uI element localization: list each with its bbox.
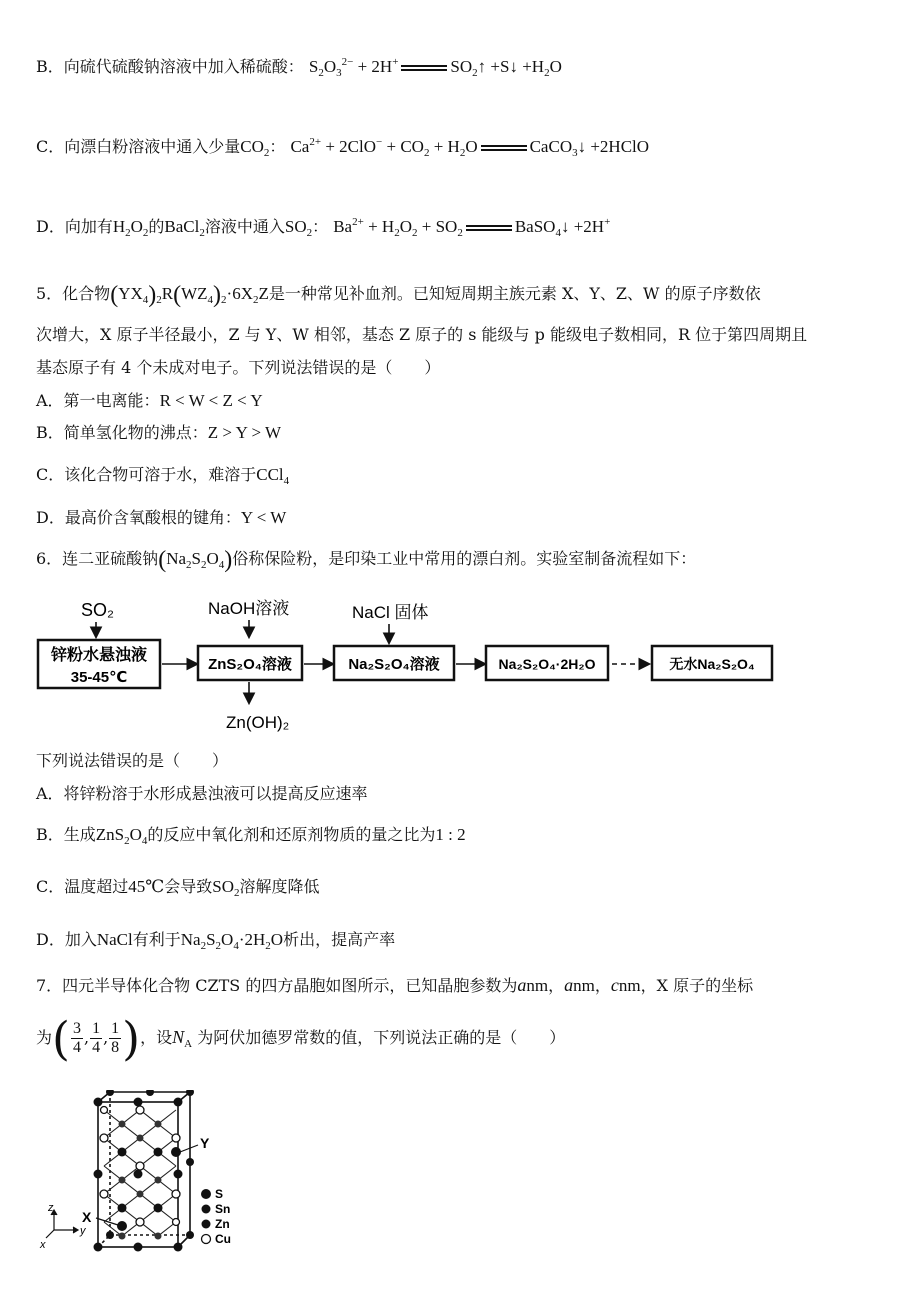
q5-option-b: B．简单氢化物的沸点：Z > Y > W xyxy=(36,423,282,442)
q4-c-equation: $Ca^{2+} + 2ClO^- + CO_2 + H_2O$ CaCO$_3$↓ +2HClO xyxy=(290,136,650,159)
svg-text:无水Na₂S₂O₄: 无水Na₂S₂O₄ xyxy=(669,656,755,672)
preparation-flowchart xyxy=(36,594,796,734)
atom-legend xyxy=(201,1187,231,1246)
svg-text:S: S xyxy=(215,1187,224,1201)
flow-naoh-label: NaOH溶液 xyxy=(208,599,290,618)
q5-stem-line3: 基态原子有 4 个未成对电子。下列说法错误的是（ ） xyxy=(36,358,441,377)
svg-text:z: z xyxy=(48,1202,54,1214)
svg-text:Na₂S₂O₄溶液: Na₂S₂O₄溶液 xyxy=(348,656,440,673)
svg-text:Cu: Cu xyxy=(215,1232,231,1246)
label-y: Y xyxy=(200,1135,210,1151)
svg-text:x: x xyxy=(40,1239,46,1251)
svg-text:ZnS₂O₄溶液: ZnS₂O₄溶液 xyxy=(208,656,292,673)
q4-option-c: C．向漂白粉溶液中通入少量$CO_2$： $Ca^{2+} + 2ClO^- + CO_2 + H_2O$ CaCO$_3$↓ +2HClO xyxy=(36,136,650,159)
q6-stem: 6．连二亚硫酸钠$(Na_2S_2O_4)$俗称保险粉，是印染工业中常用的漂白剂。实验室制备流程如下： xyxy=(36,547,697,573)
q6-option-a: A．将锌粉溶于水形成悬浊液可以提高反应速率 xyxy=(36,784,368,803)
q4-d-equation: $Ba^{2+} + H_2O_2 + SO_2$ BaSO$_4$↓ +2H+ xyxy=(333,216,611,239)
czts-unit-cell-figure xyxy=(38,1090,268,1260)
q4-option-d: D．向加有$H_2O_2$的BaCl$_2$溶液中通入$SO_2$： $Ba^{2+} + H_2O_2 + SO_2$ BaSO$_4$↓ +2H+ xyxy=(36,216,611,239)
flow-nacl-label: NaCl 固体 xyxy=(352,603,429,622)
q7-stem-line1: 7．四元半导体化合物 CZTS 的四方晶胞如图所示，已知晶胞参数为anm，anm，cnm，X 原子的坐标 xyxy=(36,975,754,995)
q4-b-equation: $S_2O_3^{2-} + 2H^+$ $SO_2↑$ +S↓ $+H_2O$ xyxy=(308,56,562,79)
label-x: X xyxy=(82,1209,92,1225)
flow-so2-label: SO₂ xyxy=(81,600,114,620)
q5-stem-line2: 次增大，X 原子半径最小，Z 与 Y、W 相邻，基态 Z 原子的 s 能级与 p 能级电子数相同，R 位于第四周期且 xyxy=(36,325,808,344)
svg-text:Na₂S₂O₄·2H₂O: Na₂S₂O₄·2H₂O xyxy=(498,656,596,672)
svg-text:Sn: Sn xyxy=(215,1202,231,1216)
q5-option-d: D．最高价含氧酸根的键角：Y < W xyxy=(36,508,287,527)
svg-text:y: y xyxy=(80,1225,86,1237)
svg-text:35-45℃: 35-45℃ xyxy=(70,669,128,686)
axes-icon xyxy=(46,1210,78,1238)
svg-text:Zn: Zn xyxy=(215,1217,230,1231)
q6-prompt: 下列说法错误的是（ ） xyxy=(36,751,229,770)
q5-option-c: C．该化合物可溶于水，难溶于CCl$_4$ xyxy=(36,465,290,487)
q6-option-b: B．生成$ZnS_2O_4$的反应中氧化剂和还原剂物质的量之比为1 : 2 xyxy=(36,825,466,847)
atom-y xyxy=(171,1147,181,1157)
q5-option-a: A．第一电离能：R < W < Z < Y xyxy=(36,391,263,410)
q4-option-b: B．向硫代硫酸钠溶液中加入稀硫酸： $S_2O_3^{2-} + 2H^+$ $SO_2↑$ +S↓ $+H_2O$ xyxy=(36,56,562,79)
svg-text:锌粉水悬浊液: 锌粉水悬浊液 xyxy=(50,647,148,664)
q6-option-d: D．加入NaCl有利于$Na_2S_2O_4\cdot 2H_2O$析出，提高产率 xyxy=(36,930,396,952)
q7-stem-line2: 为( $\frac{3}{4}$ , $\frac{1}{4}$ , $\frac{1}{8}$ )，设$N_A$ 为阿伏加德罗常数的值，下列说法正确的是（ ） xyxy=(36,1011,566,1066)
q6-option-c: C．温度超过45℃会导致$SO_2$溶解度降低 xyxy=(36,877,320,899)
q5-stem-line1: 5．化合物$(YX_4)_2R(WZ_4)_2\cdot 6X_2Z$是一种常见补血剂。已知短周期主族元素 X、Y、Z、W 的原子序数依 xyxy=(36,282,761,308)
atom-x xyxy=(117,1221,127,1231)
flow-znoh-label: Zn(OH)₂ xyxy=(226,713,290,732)
